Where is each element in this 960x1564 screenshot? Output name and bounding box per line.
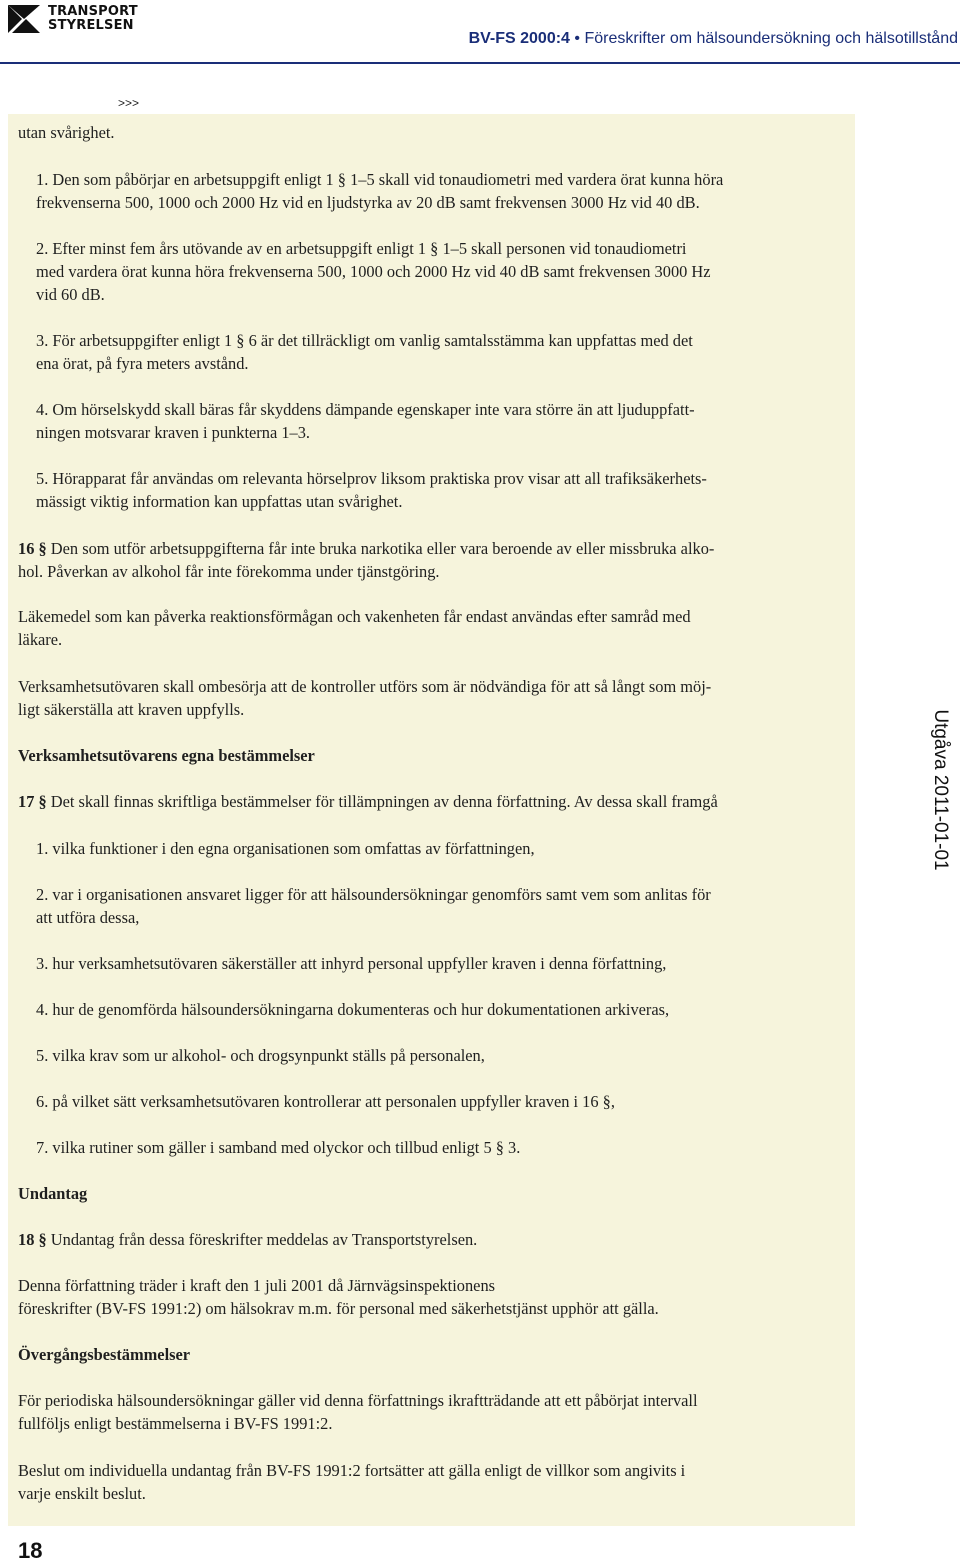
logo-triangle-icon: [8, 5, 40, 33]
continuation-mark: >>>: [118, 96, 140, 110]
text-line: Verksamhetsutövaren skall ombesörja att de kontroller utförs som är nödvändiga för att så långt som möj-: [18, 677, 712, 696]
rule-item-7: [36, 1136, 856, 1159]
document-id: BV-FS 2000:4: [468, 30, 570, 47]
paragraph-entry-into-force: [18, 1274, 838, 1320]
heading-text: Verksamhetsutövarens egna bestämmelser: [18, 746, 315, 765]
rule-item-1: [36, 837, 856, 860]
section-number: 17 §: [18, 792, 47, 811]
text-line: 1. vilka funktioner i den egna organisationen som omfattas av författningen,: [36, 839, 535, 858]
text-line: Denna författning träder i kraft den 1 juli 2001 då Järnvägsinspektionens: [18, 1276, 496, 1295]
text-line: För periodiska hälsoundersökningar gäller vid denna författnings ikraftträdande att ett påbörjat intervall: [18, 1391, 698, 1410]
rule-item-6: [36, 1090, 856, 1113]
hearing-item-1: [36, 168, 856, 214]
text-line: 4. Om hörselskydd skall bäras får skyddens dämpande egenskaper inte vara större än att ljuduppfatt-: [36, 400, 695, 419]
section-number: 18 §: [18, 1230, 47, 1249]
text-line: utan svårighet.: [18, 123, 115, 142]
text-line: hol. Påverkan av alkohol får inte förekomma under tjänstgöring.: [18, 562, 440, 581]
logo-wordmark: [48, 5, 148, 33]
document-title: Föreskrifter om hälsoundersökning och hälsotillstånd: [584, 30, 958, 47]
page-number: 18: [18, 1538, 43, 1563]
hearing-item-4: [36, 398, 856, 444]
paragraph-continuation: [18, 121, 838, 144]
text-line: 5. vilka krav som ur alkohol- och drogsynpunkt ställs på personalen,: [36, 1046, 485, 1065]
rule-item-4: [36, 998, 856, 1021]
rule-item-2: [36, 883, 856, 929]
heading-text: Övergångsbestämmelser: [18, 1345, 191, 1364]
text-line: [18, 1228, 838, 1251]
section-number: 16 §: [18, 539, 47, 558]
paragraph-periodic-exams: [18, 1389, 838, 1435]
text-line: läkare.: [18, 630, 63, 649]
hearing-item-2: [36, 237, 856, 306]
text-line: ena örat, på fyra meters avstånd.: [36, 354, 249, 373]
text-line: ligt säkerställa att kraven uppfylls.: [18, 700, 245, 719]
text-line: [18, 790, 838, 813]
text-line: varje enskilt beslut.: [18, 1484, 146, 1503]
paragraph-controls: [18, 675, 838, 721]
header-rule: [0, 62, 960, 64]
edition-label: Utgåva 2011-01-01: [930, 709, 951, 871]
text-line: 2. Efter minst fem års utövande av en arbetsuppgift enligt 1 § 1–5 skall personen vid tonaudiometri: [36, 239, 687, 258]
section-18: [18, 1228, 838, 1251]
rule-item-5: [36, 1044, 856, 1067]
text-line: mässigt viktig information kan uppfattas utan svårighet.: [36, 492, 403, 511]
text-line: 6. på vilket sätt verksamhetsutövaren kontrollerar att personalen uppfyller kraven i 16 §,: [36, 1092, 615, 1111]
text-line: 7. vilka rutiner som gäller i samband med olyckor och tillbud enligt 5 § 3.: [36, 1138, 521, 1157]
text-line: 4. hur de genomförda hälsoundersökningarna dokumenteras och hur dokumentationen arkiveras,: [36, 1000, 670, 1019]
text-span: Det skall finnas skriftliga bestämmelser för tillämpningen av denna författning. Av dessa skall framgå: [46, 792, 718, 811]
paragraph-individual-exemptions: [18, 1459, 838, 1505]
heading-exemption: [18, 1182, 838, 1205]
section-17: [18, 790, 838, 813]
text-span: Undantag från dessa föreskrifter meddelas av Transportstyrelsen.: [46, 1230, 478, 1249]
section-16: [18, 537, 838, 583]
text-line: ningen motsvarar kraven i punkterna 1–3.: [36, 423, 311, 442]
logo-line-2: STYRELSEN: [48, 18, 134, 33]
text-line: [18, 537, 838, 560]
text-line: föreskrifter (BV-FS 1991:2) om hälsokrav m.m. för personal med säkerhetstjänst upphör att gälla.: [18, 1299, 659, 1318]
heading-transitional: [18, 1343, 838, 1366]
text-line: fullföljs enligt bestämmelserna i BV-FS 1991:2.: [18, 1414, 333, 1433]
hearing-item-5: [36, 467, 856, 513]
text-line: med vardera örat kunna höra frekvenserna 500, 1000 och 2000 Hz vid 40 dB samt frekvensen 3000 Hz: [36, 262, 711, 281]
text-line: vid 60 dB.: [36, 285, 105, 304]
logo-line-1: TRANSPORT: [48, 4, 138, 19]
header-separator: •: [574, 30, 581, 47]
text-line: 3. För arbetsuppgifter enligt 1 § 6 är det tillräckligt om vanlig samtalsstämma kan uppfattas med det: [36, 331, 693, 350]
text-line: 5. Hörapparat får användas om relevanta hörselprov liksom praktiska prov visar att all trafiksäkerhets-: [36, 469, 707, 488]
heading-text: Undantag: [18, 1184, 88, 1203]
text-line: frekvenserna 500, 1000 och 2000 Hz vid en ljudstyrka av 20 dB samt frekvensen 3000 Hz vid 40 dB.: [36, 193, 700, 212]
text-line: att utföra dessa,: [36, 908, 140, 927]
text-line: 1. Den som påbörjar en arbetsuppgift enligt 1 § 1–5 skall vid tonaudiometri med vardera örat kunna höra: [36, 170, 724, 189]
text-line: Läkemedel som kan påverka reaktionsförmågan och vakenheten får endast användas efter samråd med: [18, 607, 691, 626]
text-line: Beslut om individuella undantag från BV-FS 1991:2 fortsätter att gälla enligt de villkor som angivits i: [18, 1461, 686, 1480]
rule-item-3: [36, 952, 856, 975]
text-line: 3. hur verksamhetsutövaren säkerställer att inhyrd personal uppfyller kraven i denna författning,: [36, 954, 667, 973]
hearing-item-3: [36, 329, 856, 375]
text-line: 2. var i organisationen ansvaret ligger för att hälsoundersökningar genomförs samt vem som anlitas för: [36, 885, 711, 904]
paragraph-medication: [18, 605, 838, 651]
heading-own-rules: [18, 744, 838, 767]
text-span: Den som utför arbetsuppgifterna får inte bruka narkotika eller vara beroende av eller missbruka alko-: [46, 539, 715, 558]
running-header: [469, 30, 958, 48]
